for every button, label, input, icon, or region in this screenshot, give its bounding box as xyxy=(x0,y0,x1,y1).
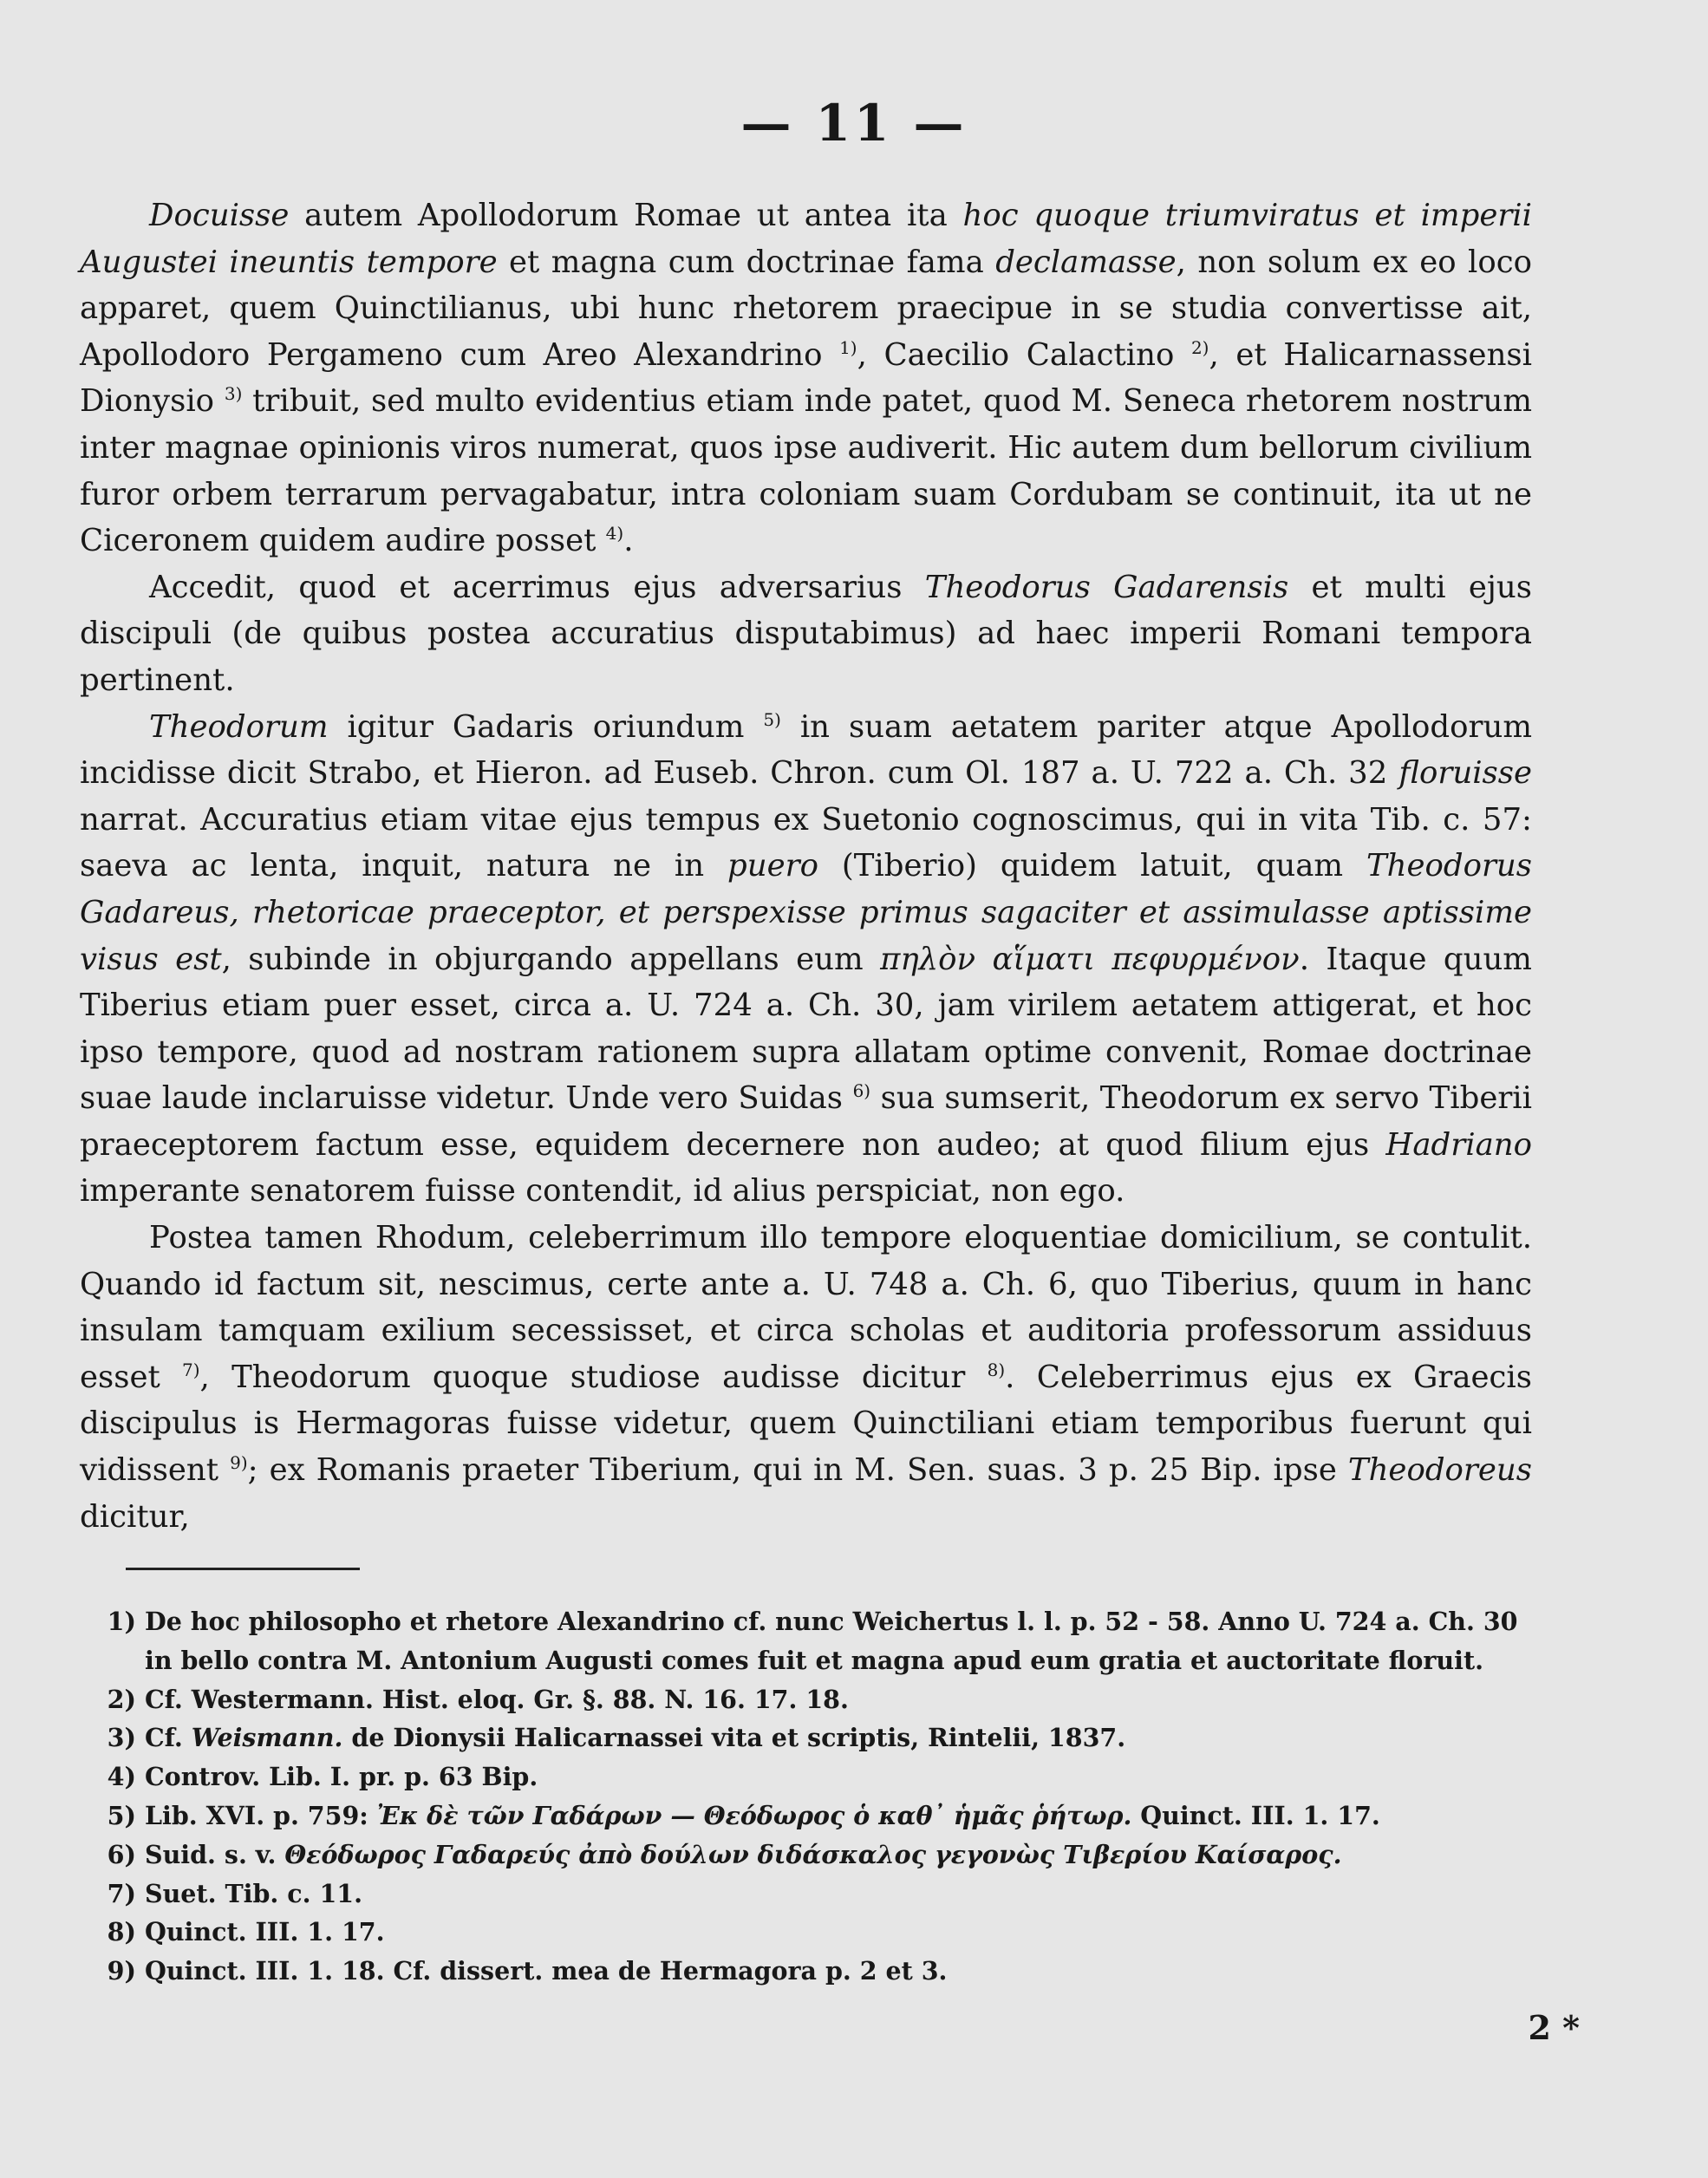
text: igitur Gadaris oriundum xyxy=(328,708,764,745)
text: et magna cum doctrinae fama xyxy=(497,244,996,280)
text: , et Halicarnassensi Dionysio xyxy=(80,336,1533,420)
text: , subinde in objurgando appellans eum xyxy=(221,941,881,977)
footnote-text: de Dionysii Halicarnassei vita et scriptis, Rintelii, 1837. xyxy=(342,1723,1126,1753)
text-italic: hoc quoque triumviratus et imperii Augustei ineuntis tempore xyxy=(80,198,1532,280)
paragraph xyxy=(80,704,1532,1216)
text: Postea tamen Rhodum, celeberrimum illo tempore eloquentiae domicilium, se contulit. Quando id factum sit, nescimus, certe ante a. U. 748 a. Ch. 6, quo Tiberius, quum in hanc insulam tamquam exilium secessisset, et circa scholas et auditoria professorum assiduus esset xyxy=(80,1220,1532,1395)
text: narrat. Accuratius etiam vitae ejus tempus ex Suetonio cognoscimus, qui in vita Tib. c. 57: saeva ac lenta, inquit, natura ne in xyxy=(80,801,1532,884)
greek-text: Ἐκ δὲ τῶν Γαδάρων — Θεόδωρος ὁ καθ᾽ ἡμᾶς ῥήτωρ. xyxy=(376,1800,1132,1830)
footnote xyxy=(80,1836,1532,1875)
footnote-text: Suid. s. v. xyxy=(145,1839,285,1869)
text: ; ex Romanis praeter Tiberium, qui in M. Sen. suas. 3 p. 25 Bip. ipse xyxy=(247,1452,1348,1489)
text-italic: floruisse xyxy=(1398,755,1532,792)
footnote xyxy=(80,1875,1532,1914)
text: imperante senatorem fuisse contendit, id alius perspiciat, non ego. xyxy=(80,1173,1125,1210)
footnote-divider xyxy=(126,1568,360,1570)
text: , non solum ex eo loco apparet, quem Quinctilianus, ubi hunc rhetorem praecipue in se studia convertisse ait, Apollodoro Pergameno cum Areo Alexandrino xyxy=(80,244,1533,373)
footnote-text: De hoc philosopho et rhetore Alexandrino cf. nunc Weichertus l. l. p. 52 - 58. Anno U. 724 a. Ch. 30 in bello contra M. Antonium Augusti comes fuit et magna apud eum gratia et auctoritate floruit. xyxy=(145,1607,1518,1675)
text: Accedit, quod et acerrimus ejus adversarius xyxy=(149,569,925,605)
main-text xyxy=(80,192,1532,1540)
footnote-text: Cf. xyxy=(145,1723,192,1753)
paragraph xyxy=(80,192,1532,564)
footnote-number: 2) xyxy=(107,1684,136,1714)
greek-text: πηλὸν αἵματι πεφυρμένον xyxy=(880,941,1300,977)
greek-text: Θεόδωρος Γαδαρεύς ἀπὸ δούλων διδάσκαλος γεγονὼς Τιβερίου Καίσαρος. xyxy=(284,1839,1342,1869)
footnote xyxy=(80,1718,1532,1757)
footnote xyxy=(80,1680,1532,1719)
footnotes xyxy=(80,1602,1532,1991)
text: tribuit, sed multo evidentius etiam inde patet, quod M. Seneca rhetorem nostrum inter magnae opinionis viros numerat, quos ipse audiverit. Hic autem dum bellorum civilium furor orbem terrarum pervagabatur, intra coloniam suam Cordubam se continuit, ita ut ne Ciceronem quidem audire posset xyxy=(80,383,1532,559)
footnote-number: 5) xyxy=(107,1800,136,1830)
text: sua sumserit, Theodorum ex servo Tiberii praeceptorem factum esse, equidem decernere non audeo; at quod filium ejus xyxy=(80,1080,1532,1163)
footnote xyxy=(80,1757,1532,1797)
text: . xyxy=(623,523,634,559)
text-italic: Theodorus Gadarensis xyxy=(924,569,1289,605)
signature-mark: 2 * xyxy=(1528,2008,1580,2047)
footnote-text: Quinct. III. 1. 17. xyxy=(145,1917,385,1947)
footnote xyxy=(80,1952,1532,1991)
footnote-number: 3) xyxy=(107,1723,136,1753)
footnote-text: Lib. XVI. p. 759: xyxy=(145,1800,377,1830)
text: in suam aetatem pariter atque Apollodorum incidisse dicit Strabo, et Hieron. ad Euseb. Chron. cum Ol. 187 a. U. 722 a. Ch. 32 xyxy=(80,708,1532,792)
footnote-ref: 5) xyxy=(763,708,781,730)
footnote-ref: 9) xyxy=(230,1452,248,1474)
footnote-text: Controv. Lib. I. pr. p. 63 Bip. xyxy=(145,1762,538,1792)
footnote xyxy=(80,1602,1532,1680)
text-italic: Theodorus Gadareus, rhetoricae praeceptor, et perspexisse primus sagaciter et assimulasse aptissime visus est xyxy=(80,848,1533,977)
text-italic: Hadriano xyxy=(1385,1126,1532,1163)
footnote-text: Cf. Westermann. Hist. eloq. Gr. §. 88. N. 16. 17. 18. xyxy=(145,1684,849,1714)
footnote-number: 9) xyxy=(107,1956,136,1986)
page-number: — 11 — xyxy=(740,94,968,153)
footnote-number: 8) xyxy=(107,1917,136,1947)
text: et multi ejus discipuli (de quibus postea accuratius disputabimus) ad haec imperii Romani tempora pertinent. xyxy=(80,569,1533,698)
footnote-number: 7) xyxy=(107,1878,136,1908)
text: . Celeberrimus ejus ex Graecis discipulus is Hermagoras fuisse videtur, quem Quinctiliani etiam temporibus fuerunt qui vidissent xyxy=(80,1359,1532,1489)
text: , Caecilio Calactino xyxy=(857,336,1191,373)
footnote xyxy=(80,1797,1532,1836)
footnote-number: 4) xyxy=(107,1762,136,1792)
text: , Theodorum quoque studiose audisse dicitur xyxy=(199,1359,988,1395)
text: autem Apollodorum Romae ut antea ita xyxy=(289,198,963,233)
text: dicitur, xyxy=(80,1498,190,1535)
footnote-ref: 8) xyxy=(987,1360,1006,1381)
paragraph xyxy=(80,1215,1532,1540)
footnote-ref: 6) xyxy=(852,1080,871,1102)
text-italic: puero xyxy=(727,848,818,884)
footnote-ref: 3) xyxy=(224,383,243,405)
footnote-text: Suet. Tib. c. 11. xyxy=(145,1878,363,1908)
text-italic: Theodorum xyxy=(149,708,329,745)
text-italic: Docuisse xyxy=(149,198,290,233)
text: . Itaque quum Tiberius etiam puer esset, circa a. U. 724 a. Ch. 30, jam virilem aetatem attigerat, et hoc ipso tempore, quod ad nostram rationem supra allatam optime convenit, Romae doctrinae suae laude inclaruisse videtur. Unde vero Suidas xyxy=(80,941,1532,1117)
footnote-text: Quinct. III. 1. 18. Cf. dissert. mea de Hermagora p. 2 et 3. xyxy=(145,1956,948,1986)
footnote-number: 1) xyxy=(107,1607,136,1636)
footnote-ref: 4) xyxy=(605,523,624,544)
footnote-ref: 2) xyxy=(1190,336,1209,358)
paragraph xyxy=(80,564,1532,704)
text-italic: Theodoreus xyxy=(1347,1452,1532,1489)
footnote-number: 6) xyxy=(107,1839,136,1869)
footnote xyxy=(80,1913,1532,1952)
text-italic: declamasse xyxy=(995,244,1177,280)
footnote-ref: 1) xyxy=(839,336,857,358)
footnote-text: Quinct. III. 1. 17. xyxy=(1131,1800,1380,1830)
footnote-text-italic: Weismann. xyxy=(191,1723,343,1753)
text: (Tiberio) quidem latuit, quam xyxy=(818,848,1366,884)
footnote-ref: 7) xyxy=(182,1360,200,1381)
